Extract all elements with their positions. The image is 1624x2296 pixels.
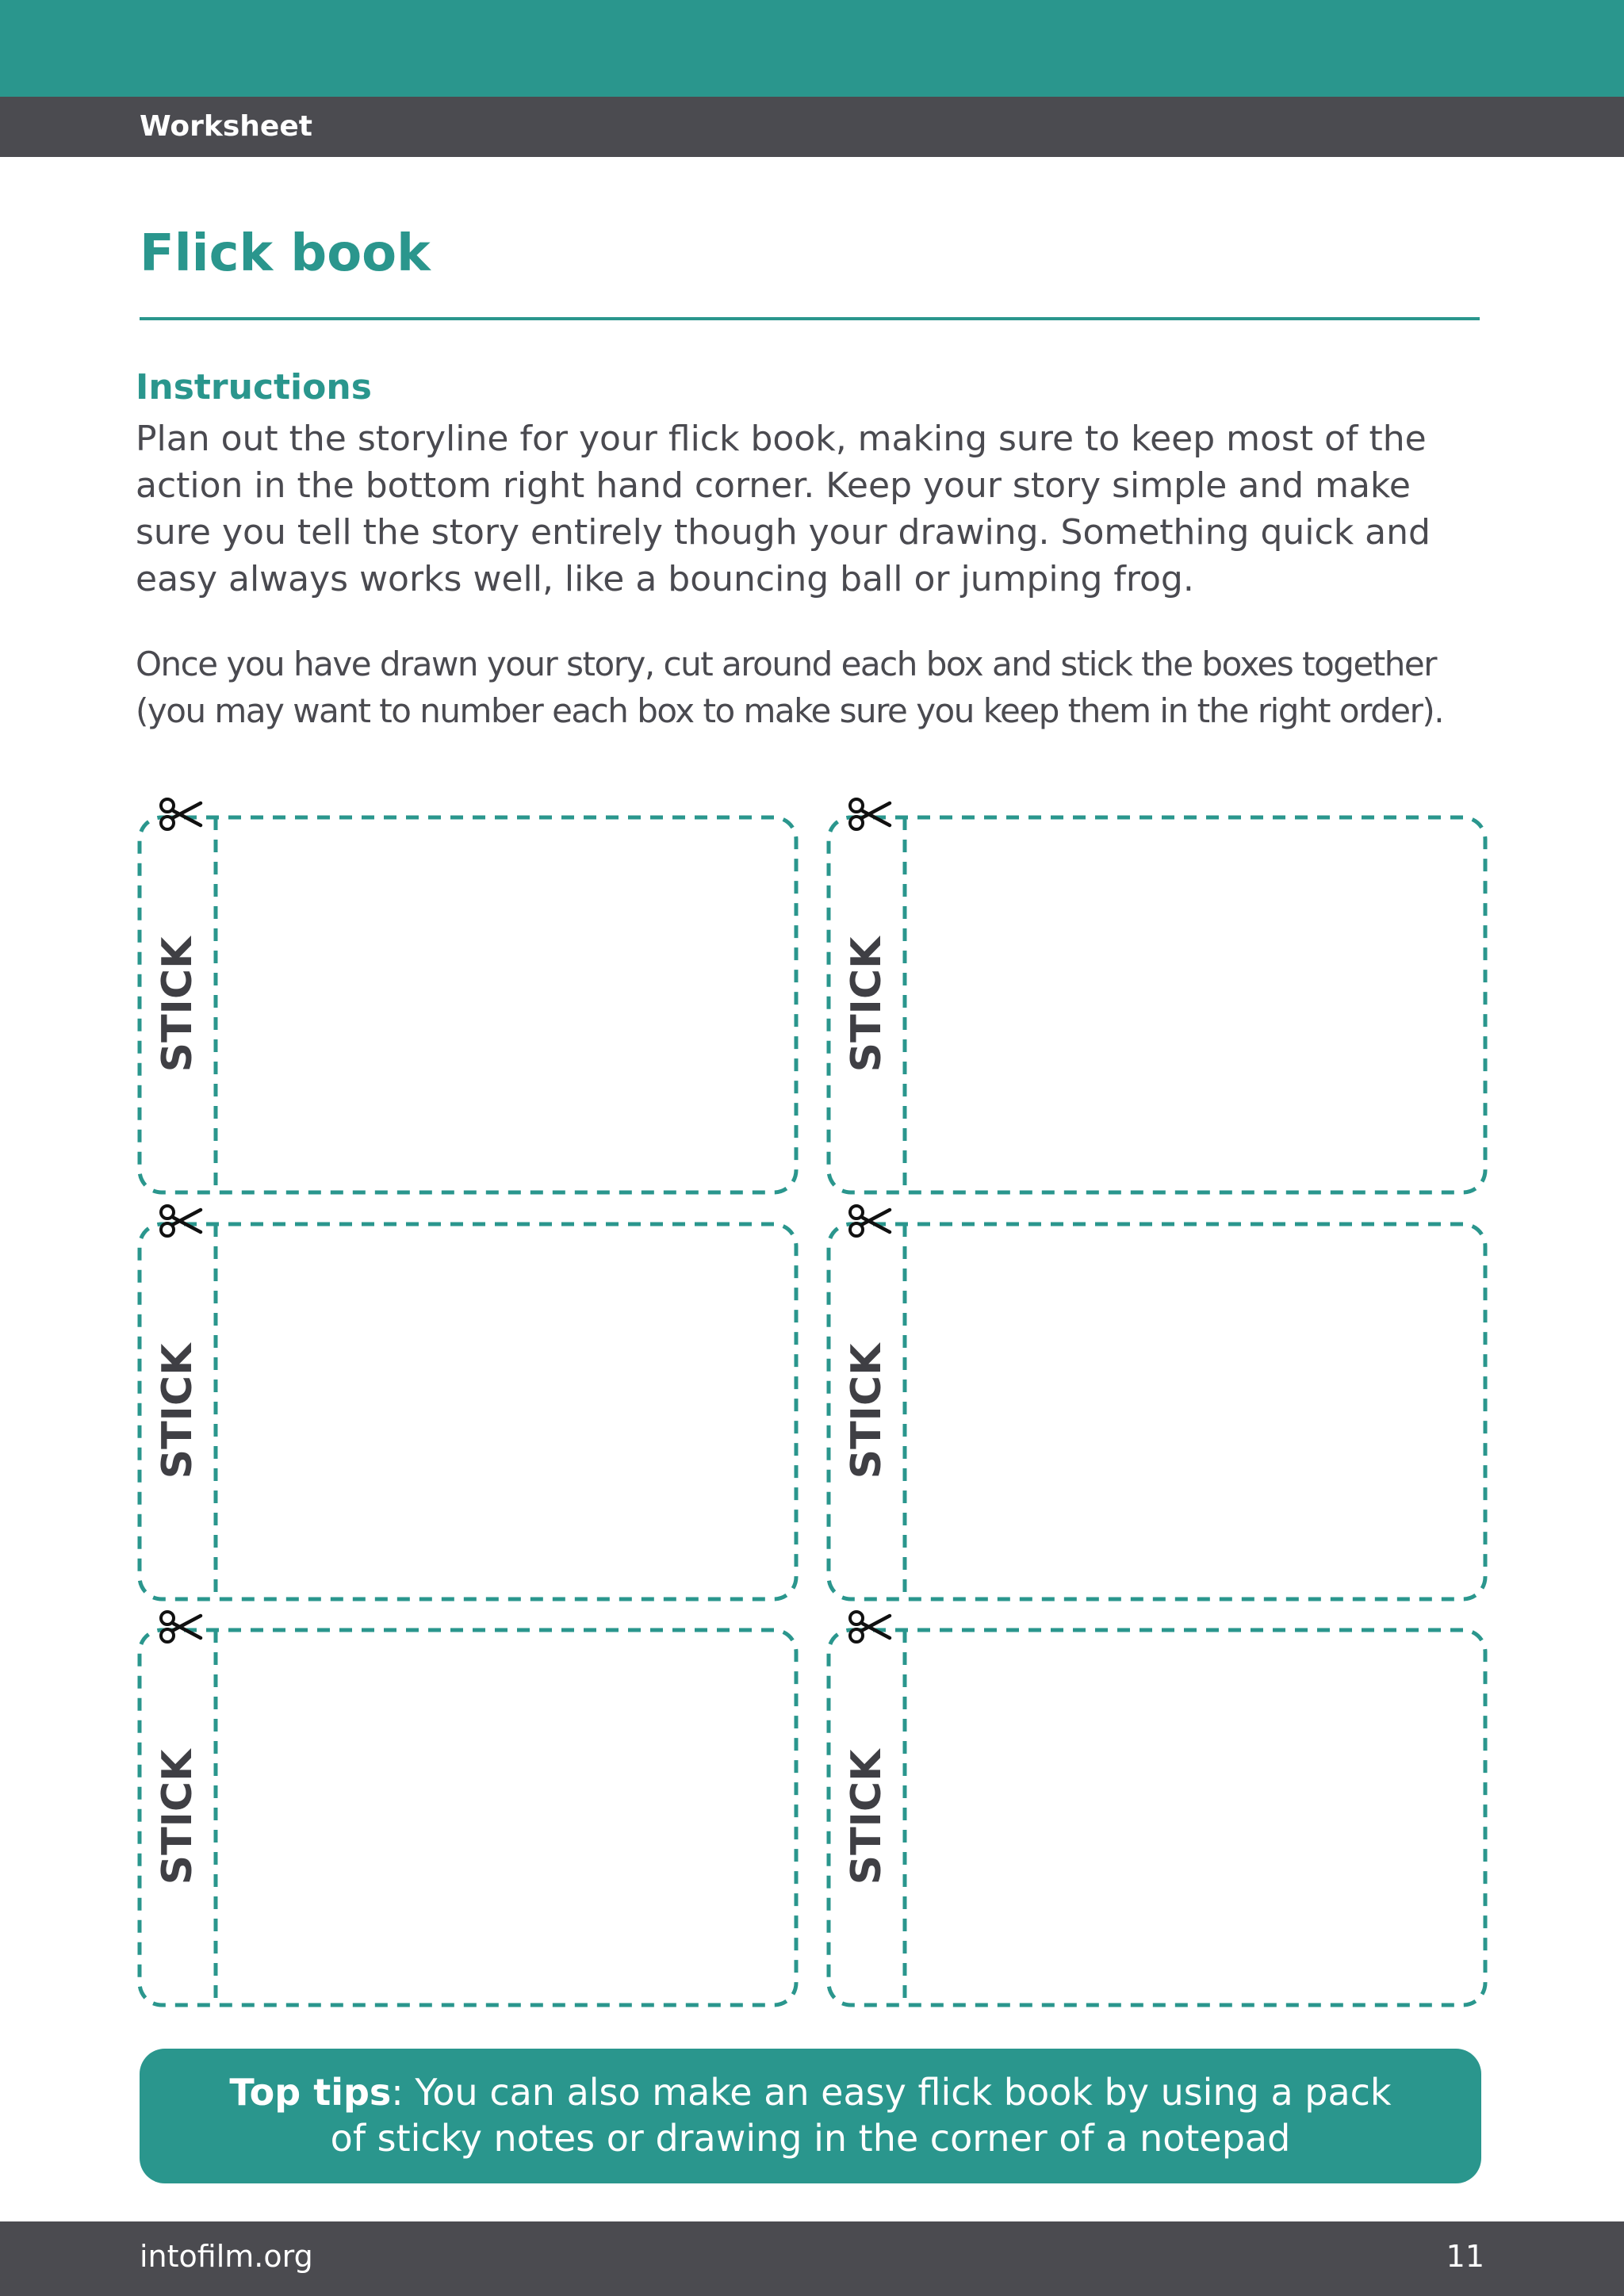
top-tips-text: : You can also make an easy flick book by using a pack bbox=[391, 2071, 1392, 2114]
scissors-icon bbox=[850, 1612, 890, 1642]
scissors-icon bbox=[161, 799, 201, 829]
instructions-line: Plan out the storyline for your flick book, making sure to keep most of the bbox=[136, 419, 1427, 459]
stick-label: STICK bbox=[154, 936, 201, 1073]
dashed-cut-border bbox=[829, 817, 1485, 1192]
flick-box-1 bbox=[140, 799, 796, 1192]
flick-box-5 bbox=[140, 1612, 796, 2005]
instructions-heading: Instructions bbox=[136, 367, 372, 408]
page-number: 11 bbox=[1446, 2239, 1484, 2274]
stick-label: STICK bbox=[843, 1749, 891, 1885]
flick-box-2 bbox=[829, 799, 1485, 1192]
flick-box-4 bbox=[829, 1206, 1485, 1599]
stick-label: STICK bbox=[154, 1343, 201, 1479]
instructions-line: (you may want to number each box to make sure you keep them in the right order). bbox=[136, 691, 1444, 730]
page-title: Flick book bbox=[140, 224, 431, 283]
flick-box-3 bbox=[140, 1206, 796, 1599]
flick-box-6 bbox=[829, 1612, 1485, 2005]
top-tips-label: Top tips bbox=[229, 2071, 392, 2114]
instructions-line: action in the bottom right hand corner. Keep your story simple and make bbox=[136, 465, 1411, 506]
instructions-line: Once you have drawn your story, cut around each box and stick the boxes together bbox=[136, 645, 1436, 683]
dashed-cut-border bbox=[140, 1630, 796, 2005]
scissors-icon bbox=[161, 1206, 201, 1236]
dashed-cut-border bbox=[829, 1224, 1485, 1599]
stick-label: STICK bbox=[154, 1749, 201, 1885]
dashed-cut-border bbox=[829, 1630, 1485, 2005]
scissors-icon bbox=[850, 799, 890, 829]
top-tips-text-line-2: of sticky notes or drawing in the corner of a notepad bbox=[330, 2117, 1291, 2160]
instructions-line: easy always works well, like a bouncing ball or jumping frog. bbox=[136, 559, 1194, 599]
dashed-cut-border bbox=[140, 1224, 796, 1599]
stick-label: STICK bbox=[843, 936, 891, 1073]
scissors-icon bbox=[161, 1612, 201, 1642]
top-tips-box bbox=[140, 2049, 1481, 2183]
scissors-icon bbox=[850, 1206, 890, 1236]
header-label: Worksheet bbox=[140, 110, 312, 143]
dashed-cut-border bbox=[140, 817, 796, 1192]
instructions-line: sure you tell the story entirely though your drawing. Something quick and bbox=[136, 512, 1431, 553]
stick-label: STICK bbox=[843, 1343, 891, 1479]
footer-site-link[interactable]: intofilm.org bbox=[140, 2239, 313, 2274]
